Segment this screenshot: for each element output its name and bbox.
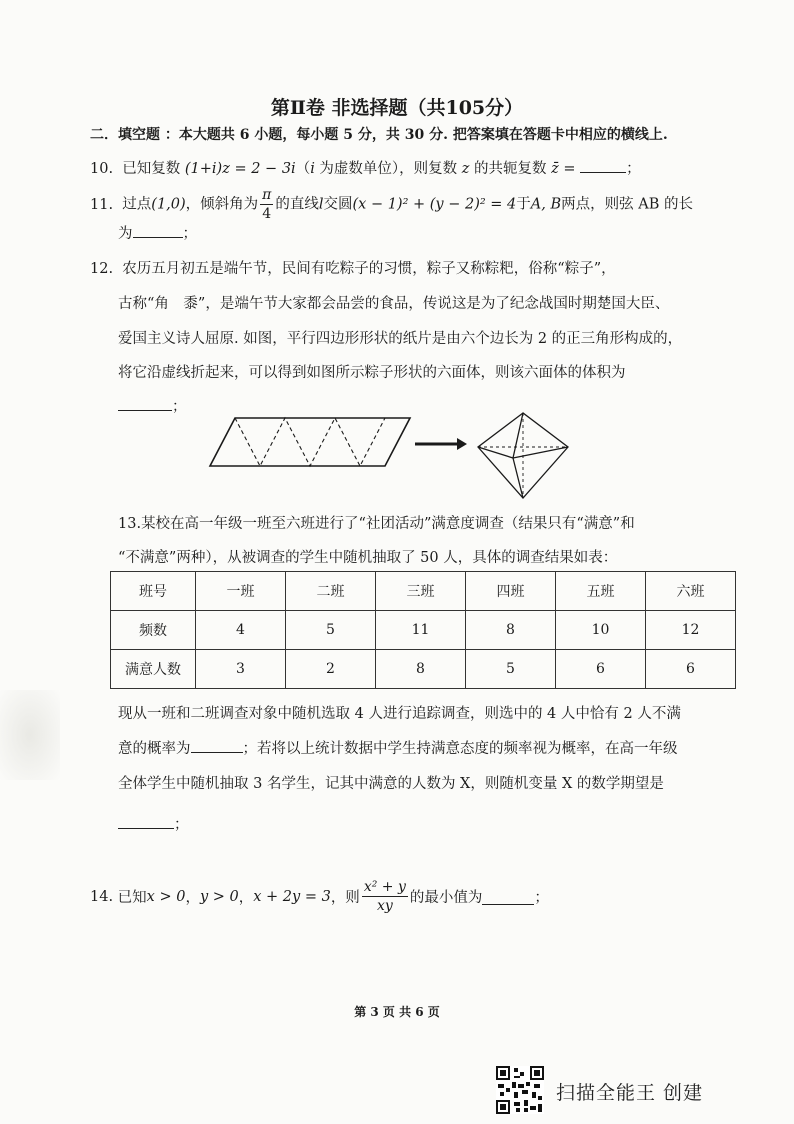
q11-text-f: 两点，则弦 AB 的长 (561, 196, 693, 213)
q10-paren: （ (295, 161, 311, 177)
parallelogram-outline (210, 418, 410, 466)
q12-line1: 农历五月初五是端午节，民间有吃粽子的习惯，粽子又称粽粑，俗称“粽子”， (122, 261, 616, 277)
hexahedron-solid (478, 413, 568, 498)
q14-mid: ，则 (330, 890, 360, 906)
q12-answer-line (118, 395, 187, 416)
q13-after3: 全体学生中随机抽取 3 名学生，记其中满意的人数为 X，则随机变量 X 的数学期望是 (118, 776, 664, 792)
table-header-cell: 一班 (196, 572, 286, 611)
q13-after2 (118, 737, 678, 758)
table-header-cell: 三班 (376, 572, 466, 611)
q14-c1: x > 0 (146, 888, 186, 905)
q10-suffix: ； (626, 161, 641, 177)
answer-blank[interactable] (580, 171, 626, 173)
q14-tail: 的最小值为 (409, 890, 483, 906)
q10-prefix: 已知复数 (122, 161, 181, 177)
question-12 (90, 257, 616, 278)
q11-text-e: 于 (516, 196, 531, 213)
question-14 (90, 880, 549, 913)
q14-sep2: ， (238, 890, 254, 906)
table-row (111, 572, 736, 611)
answer-blank[interactable] (118, 409, 172, 411)
q14-prefix: 已知 (117, 890, 147, 906)
fold-lines (235, 418, 385, 466)
q11-suffix: ； (182, 226, 197, 242)
question-number: 10. (90, 161, 114, 177)
q12-line2: 古称“角 黍”，是端午节大家都会品尝的食品，传说这是为了纪念战国时期楚国大臣、 (118, 296, 670, 312)
q11-ab-vars: A, B (530, 196, 562, 213)
page-footer: 第 3 页 共 6 页 (354, 1005, 440, 1019)
table-cell: 满意人数 (111, 650, 196, 689)
question-11 (90, 188, 693, 221)
q10-formula: (1+i)z = 2 − 3i (184, 161, 296, 177)
q11-line2: 为 (118, 226, 133, 242)
table-header-cell: 四班 (466, 572, 556, 611)
objective-fraction (362, 880, 408, 913)
table-cell: 频数 (111, 611, 196, 650)
survey-table (110, 571, 736, 689)
q11-l-var: l (318, 196, 324, 213)
answer-blank[interactable] (482, 903, 534, 905)
q13-line1: 某校在高一年级一班至六班进行了“社团活动”满意度调查（结果只有“满意”和 (141, 516, 635, 532)
qr-code-icon (496, 1066, 544, 1114)
table-cell: 6 (556, 650, 646, 689)
question-11-line2 (118, 222, 197, 243)
q10-eq: = (558, 161, 581, 177)
q10-paren-text: 为虚数单位），则复数 (314, 161, 458, 177)
table-cell: 8 (376, 650, 466, 689)
section-heading: 二．填空题 ：本大题共 6 小题，每小题 5 分，共 30 分. 把答案填在答题卡中相应的横线上. (90, 127, 668, 143)
question-number: 11. (90, 196, 114, 213)
q14-sep1: ， (185, 890, 200, 906)
q11-text-b: ，倾斜角为 (185, 196, 259, 213)
q12-line4: 将它沿虚线折起来，可以得到如图所示粽子形状的六面体，则该六面体的体积为 (118, 365, 626, 381)
table-cell: 6 (646, 650, 736, 689)
table-row (111, 650, 736, 689)
q14-c2: y > 0 (199, 888, 239, 905)
q13-after2-a: 意的概率为 (118, 741, 191, 757)
q13-line2: “不满意”两种），从被调查的学生中随机抽取了 50 人，具体的调查结果如表： (118, 550, 618, 566)
q12-suffix: ； (172, 399, 187, 415)
q10-i-var: i (310, 161, 315, 177)
answer-blank[interactable] (133, 236, 183, 238)
angle-fraction (260, 188, 273, 221)
q13-after1: 现从一班和二班调查对象中随机选取 4 人进行追踪调查，则选中的 4 人中恰有 2 人不满 (118, 706, 681, 722)
q13-answer-line (118, 813, 189, 834)
q11-text-d: 交圆 (323, 196, 353, 213)
question-number: 14. (90, 888, 114, 905)
table-cell: 5 (466, 650, 556, 689)
fraction-denominator: xy (376, 898, 393, 914)
answer-blank[interactable] (191, 751, 243, 753)
q14-c3: x + 2y = 3 (253, 888, 331, 905)
question-13 (118, 512, 635, 533)
q11-text-c: 的直线 (275, 196, 319, 213)
table-header-cell: 二班 (286, 572, 376, 611)
table-cell: 12 (646, 611, 736, 650)
table-header-cell: 班号 (111, 572, 196, 611)
fraction-numerator: π (262, 187, 272, 203)
table-cell: 5 (286, 611, 376, 650)
q11-point: (1,0) (151, 196, 186, 213)
table-cell: 11 (376, 611, 466, 650)
q10-conj: z̄ (551, 161, 559, 177)
table-row (111, 611, 736, 650)
question-number: 13. (118, 516, 142, 532)
zongzi-figure (205, 410, 575, 505)
parallelogram-net (210, 418, 410, 466)
question-10 (90, 157, 641, 178)
q12-line3: 爱国主义诗人屈原. 如图，平行四边形形状的纸片是由六个边长为 2 的正三角形构成的， (118, 331, 683, 347)
table-cell: 8 (466, 611, 556, 650)
table-header-cell: 六班 (646, 572, 736, 611)
page-title: 第Ⅱ卷 非选择题（共105分） (270, 97, 524, 119)
question-number: 12. (90, 261, 114, 277)
fraction-denominator: 4 (262, 206, 272, 222)
scan-shadow (0, 690, 60, 780)
q13-suffix: ； (174, 817, 189, 833)
arrow-icon (415, 438, 467, 450)
scanner-watermark: 扫描全能王 创建 (556, 1082, 704, 1104)
q11-text-a: 过点 (122, 196, 152, 213)
table-cell: 3 (196, 650, 286, 689)
q10-z-var: z (461, 161, 470, 177)
table-header-cell: 五班 (556, 572, 646, 611)
table-cell: 2 (286, 650, 376, 689)
q14-suffix: ； (534, 890, 549, 906)
table-cell: 10 (556, 611, 646, 650)
answer-blank[interactable] (118, 827, 174, 829)
q13-after2-b: ；若将以上统计数据中学生持满意态度的频率视为概率，在高一年级 (242, 741, 678, 757)
fraction-numerator: x² + y (363, 879, 406, 895)
q10-conj-text: 的共轭复数 (469, 161, 547, 177)
table-cell: 4 (196, 611, 286, 650)
circle-equation: (x − 1)² + (y − 2)² = 4 (352, 196, 517, 213)
